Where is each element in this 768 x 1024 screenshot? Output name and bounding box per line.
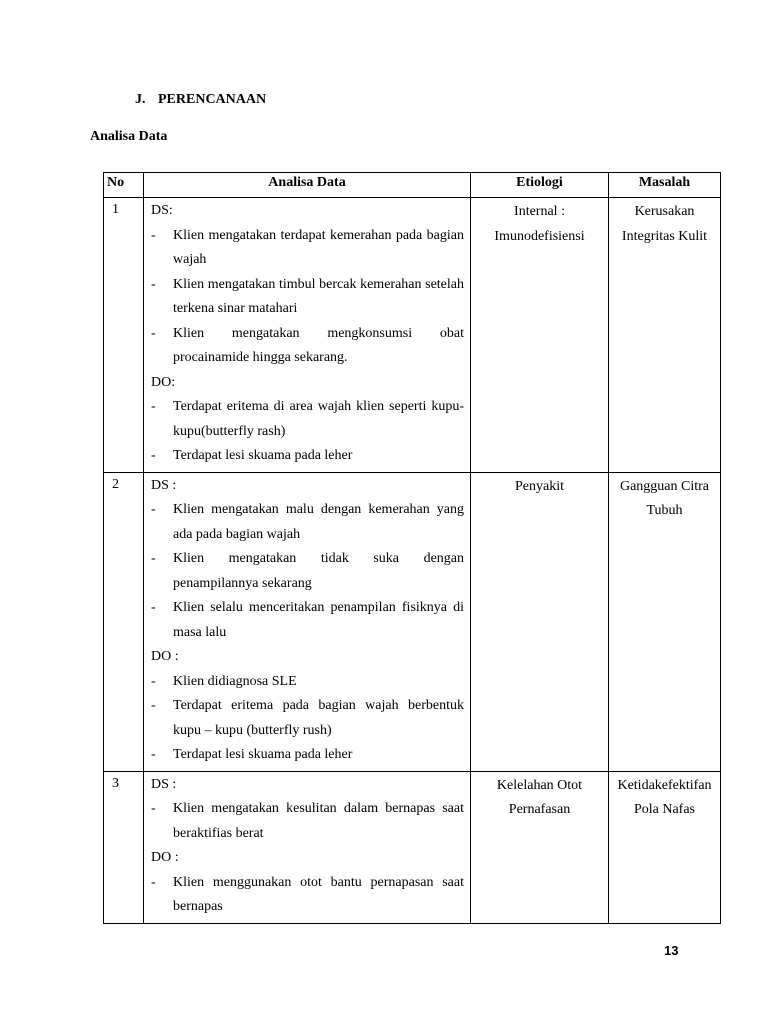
header-analisa-data: Analisa Data bbox=[144, 173, 471, 198]
row-number: 3 bbox=[104, 771, 144, 923]
table-row bbox=[104, 198, 721, 473]
etiologi-cell bbox=[471, 771, 609, 923]
masalah-cell bbox=[609, 771, 721, 923]
ds-label: DS : bbox=[151, 477, 177, 493]
masalah-line: Ketidakefektifan bbox=[617, 777, 712, 793]
section-heading bbox=[135, 92, 266, 108]
analisa-data-cell bbox=[144, 472, 471, 771]
ds-item: Klien mengatakan timbul bercak kemerahan setelah terkena sinar matahari bbox=[173, 276, 464, 316]
ds-item: Klien mengatakan tidak suka dengan penampilannya sekarang bbox=[173, 551, 464, 591]
list-item: - Terdapat lesi skuama pada leher bbox=[151, 743, 464, 768]
list-item: - Terdapat eritema di area wajah klien seperti kupu-kupu(butterfly rash) bbox=[151, 395, 464, 444]
list-item: - Klien selalu menceritakan penampilan fisiknya di masa lalu bbox=[151, 596, 464, 645]
table-row bbox=[104, 771, 721, 923]
header-masalah: Masalah bbox=[609, 173, 721, 198]
table-row bbox=[104, 472, 721, 771]
etiologi-line: Penyakit bbox=[515, 478, 564, 494]
section-title: PERENCANAAN bbox=[158, 92, 267, 107]
ds-item: Klien selalu menceritakan penampilan fisiknya di masa lalu bbox=[173, 600, 464, 640]
analisa-data-cell bbox=[144, 771, 471, 923]
do-label: DO : bbox=[151, 649, 179, 664]
do-item: Klien didiagnosa SLE bbox=[173, 673, 297, 689]
do-item: Terdapat lesi skuama pada leher bbox=[173, 448, 353, 463]
list-item: - Klien mengatakan terdapat kemerahan pada bagian wajah bbox=[151, 224, 464, 273]
ds-label: DS: bbox=[151, 203, 173, 218]
masalah-line: Gangguan Citra bbox=[619, 478, 710, 494]
ds-item: Klien mengatakan terdapat kemerahan pada bagian wajah bbox=[173, 227, 464, 267]
ds-label: DS : bbox=[151, 776, 177, 792]
etiologi-line: Kelelahan Otot bbox=[496, 777, 583, 793]
ds-item: Klien mengatakan mengkonsumsi obat procainamide hingga sekarang. bbox=[173, 325, 464, 365]
etiologi-line: Pernafasan bbox=[508, 802, 571, 817]
row-number: 1 bbox=[104, 198, 144, 473]
masalah-line: Tubuh bbox=[646, 503, 683, 518]
list-item: - Klien mengatakan malu dengan kemerahan yang ada pada bagian wajah bbox=[151, 498, 464, 547]
list-item: - Terdapat eritema pada bagian wajah berbentuk kupu – kupu (butterfly rush) bbox=[151, 694, 464, 743]
page-number: 13 bbox=[664, 943, 679, 958]
etiologi-line: Internal : bbox=[514, 204, 565, 219]
table-header-row bbox=[104, 173, 721, 198]
etiologi-cell bbox=[471, 472, 609, 771]
masalah-line: Integritas Kulit bbox=[621, 228, 708, 244]
masalah-cell bbox=[609, 198, 721, 473]
header-etiologi: Etiologi bbox=[471, 173, 609, 198]
section-number: J. bbox=[135, 92, 146, 107]
etiologi-line: Imunodefisiensi bbox=[494, 228, 585, 244]
masalah-line: Pola Nafas bbox=[633, 802, 696, 817]
ds-item: Klien mengatakan kesulitan dalam bernapas saat beraktifias berat bbox=[173, 801, 464, 841]
masalah-line: Kerusakan bbox=[634, 204, 695, 219]
list-item: - Terdapat lesi skuama pada leher bbox=[151, 444, 464, 469]
do-item: Terdapat lesi skuama pada leher bbox=[173, 747, 353, 762]
do-item: Klien menggunakan otot bantu pernapasan saat bernapas bbox=[173, 874, 464, 914]
row-number: 2 bbox=[104, 472, 144, 771]
subheading-analisa-data: Analisa Data bbox=[90, 129, 168, 144]
list-item: - Klien menggunakan otot bantu pernapasan saat bernapas bbox=[151, 871, 464, 920]
header-no: No bbox=[104, 173, 144, 198]
masalah-cell bbox=[609, 472, 721, 771]
analisa-data-cell bbox=[144, 198, 471, 473]
list-item: - Klien didiagnosa SLE bbox=[151, 670, 464, 695]
etiologi-cell bbox=[471, 198, 609, 473]
list-item: - Klien mengatakan kesulitan dalam bernapas saat beraktifias berat bbox=[151, 797, 464, 846]
list-item: - Klien mengatakan timbul bercak kemerahan setelah terkena sinar matahari bbox=[151, 273, 464, 322]
do-item: Terdapat eritema di area wajah klien seperti kupu-kupu(butterfly rash) bbox=[173, 399, 464, 439]
do-label: DO : bbox=[151, 850, 179, 865]
list-item: - Klien mengatakan mengkonsumsi obat procainamide hingga sekarang. bbox=[151, 322, 464, 371]
do-item: Terdapat eritema pada bagian wajah berbentuk kupu – kupu (butterfly rush) bbox=[173, 698, 464, 738]
do-label: DO: bbox=[151, 374, 176, 390]
list-item: - Klien mengatakan tidak suka dengan penampilannya sekarang bbox=[151, 547, 464, 596]
ds-item: Klien mengatakan malu dengan kemerahan yang ada pada bagian wajah bbox=[173, 502, 464, 542]
analysis-table bbox=[103, 172, 721, 924]
